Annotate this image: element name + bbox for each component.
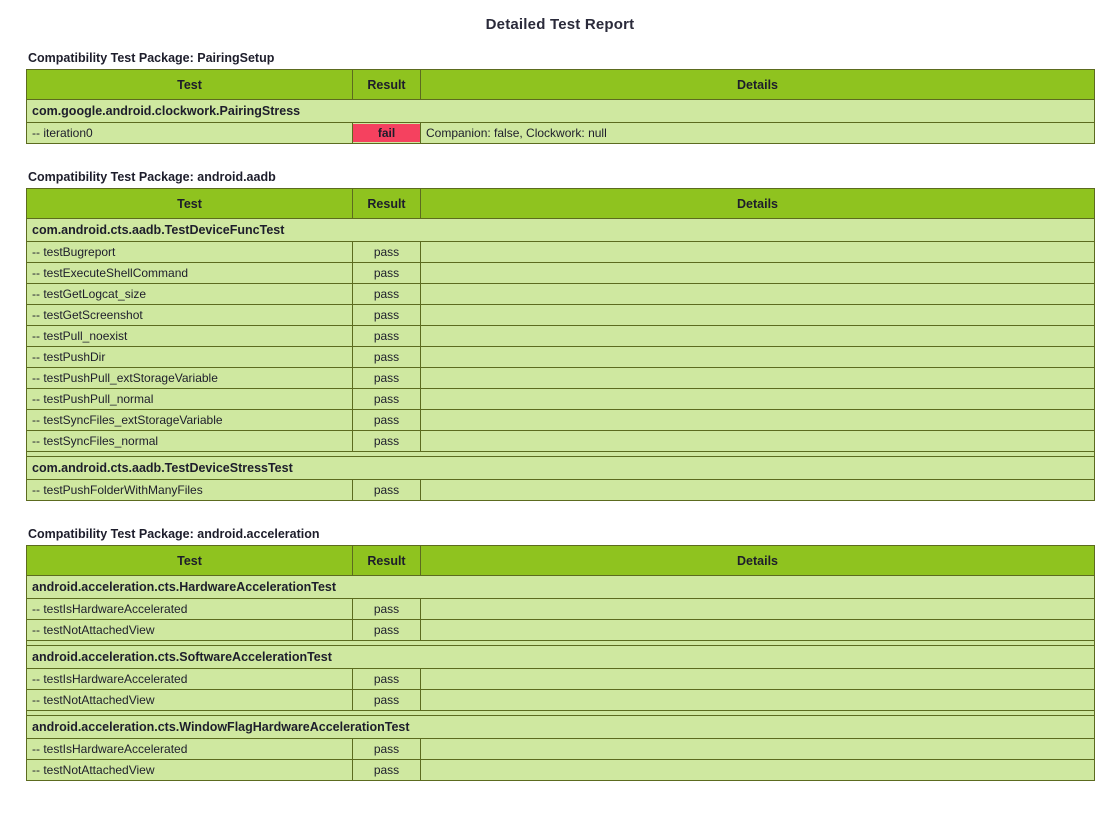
test-name-cell: -- testNotAttachedView <box>27 760 353 781</box>
test-name-cell: -- testIsHardwareAccelerated <box>27 739 353 760</box>
test-name-cell: -- testIsHardwareAccelerated <box>27 599 353 620</box>
packages-container <box>26 51 1094 781</box>
test-class-name: com.android.cts.aadb.TestDeviceFuncTest <box>27 219 1095 242</box>
table-row <box>27 326 1095 347</box>
column-header-result: Result <box>353 70 421 100</box>
test-result-cell: pass <box>353 305 421 326</box>
test-result-cell: pass <box>353 389 421 410</box>
test-name-cell: -- testGetLogcat_size <box>27 284 353 305</box>
test-name-cell: -- testPushFolderWithManyFiles <box>27 480 353 501</box>
test-details-cell <box>421 599 1095 620</box>
table-row <box>27 389 1095 410</box>
package-heading: Compatibility Test Package: android.acceleration <box>28 527 320 541</box>
test-name-cell: -- testPushPull_normal <box>27 389 353 410</box>
test-details-cell <box>421 690 1095 711</box>
test-name-cell: -- testExecuteShellCommand <box>27 263 353 284</box>
package-heading: Compatibility Test Package: PairingSetup <box>28 51 275 65</box>
test-details-cell <box>421 347 1095 368</box>
table-row <box>27 410 1095 431</box>
test-details-cell <box>421 760 1095 781</box>
column-header-test: Test <box>27 189 353 219</box>
test-result-cell: pass <box>353 242 421 263</box>
test-name-cell: -- testGetScreenshot <box>27 305 353 326</box>
test-result-cell: pass <box>353 410 421 431</box>
test-name-cell: -- testPull_noexist <box>27 326 353 347</box>
test-result-cell: pass <box>353 347 421 368</box>
test-name-cell: -- iteration0 <box>27 123 353 144</box>
table-row <box>27 760 1095 781</box>
test-details-cell <box>421 620 1095 641</box>
test-result-cell: pass <box>353 431 421 452</box>
table-header-row <box>27 70 1095 100</box>
page-title: Detailed Test Report <box>485 16 635 33</box>
test-class-name: com.google.android.clockwork.PairingStress <box>27 100 1095 123</box>
package-heading: Compatibility Test Package: android.aadb <box>28 170 276 184</box>
results-table <box>26 69 1095 144</box>
test-class-name: android.acceleration.cts.SoftwareAccelerationTest <box>27 646 1095 669</box>
test-details-cell <box>421 284 1095 305</box>
test-class-name: android.acceleration.cts.WindowFlagHardwareAccelerationTest <box>27 716 1095 739</box>
table-row <box>27 305 1095 326</box>
test-result-cell: pass <box>353 284 421 305</box>
table-row <box>27 599 1095 620</box>
test-details-cell <box>421 410 1095 431</box>
test-result-cell: pass <box>353 669 421 690</box>
test-class-row <box>27 716 1095 739</box>
test-details-cell <box>421 739 1095 760</box>
table-row <box>27 263 1095 284</box>
results-table <box>26 188 1095 501</box>
test-details-cell <box>421 263 1095 284</box>
test-result-cell: pass <box>353 480 421 501</box>
test-name-cell: -- testNotAttachedView <box>27 620 353 641</box>
test-result-cell: pass <box>353 368 421 389</box>
test-details-cell <box>421 669 1095 690</box>
column-header-details: Details <box>421 189 1095 219</box>
column-header-test: Test <box>27 70 353 100</box>
table-row <box>27 368 1095 389</box>
package-block <box>26 170 1094 501</box>
package-block <box>26 527 1094 781</box>
test-result-cell: pass <box>353 739 421 760</box>
test-details-cell <box>421 242 1095 263</box>
test-class-row <box>27 219 1095 242</box>
table-row <box>27 123 1095 144</box>
test-details-cell <box>421 326 1095 347</box>
test-class-row <box>27 100 1095 123</box>
table-row <box>27 431 1095 452</box>
table-header-row <box>27 189 1095 219</box>
table-header-row <box>27 546 1095 576</box>
test-details-cell <box>421 368 1095 389</box>
column-header-details: Details <box>421 70 1095 100</box>
table-row <box>27 480 1095 501</box>
table-row <box>27 739 1095 760</box>
test-name-cell: -- testSyncFiles_normal <box>27 431 353 452</box>
test-result-cell: pass <box>353 760 421 781</box>
test-result-cell: pass <box>353 620 421 641</box>
test-name-cell: -- testSyncFiles_extStorageVariable <box>27 410 353 431</box>
table-row <box>27 284 1095 305</box>
test-details-cell <box>421 305 1095 326</box>
test-name-cell: -- testBugreport <box>27 242 353 263</box>
test-name-cell: -- testPushDir <box>27 347 353 368</box>
test-result-cell: pass <box>353 690 421 711</box>
test-class-row <box>27 576 1095 599</box>
status-badge: fail <box>353 124 420 142</box>
column-header-details: Details <box>421 546 1095 576</box>
test-result-cell: pass <box>353 326 421 347</box>
test-result-cell: pass <box>353 263 421 284</box>
test-result-cell: pass <box>353 599 421 620</box>
test-name-cell: -- testIsHardwareAccelerated <box>27 669 353 690</box>
test-class-row <box>27 646 1095 669</box>
table-row <box>27 242 1095 263</box>
test-details-cell <box>421 480 1095 501</box>
column-header-result: Result <box>353 546 421 576</box>
test-details-cell: Companion: false, Clockwork: null <box>421 123 1095 144</box>
column-header-result: Result <box>353 189 421 219</box>
test-name-cell: -- testNotAttachedView <box>27 690 353 711</box>
column-header-test: Test <box>27 546 353 576</box>
table-row <box>27 620 1095 641</box>
test-class-name: com.android.cts.aadb.TestDeviceStressTest <box>27 457 1095 480</box>
results-table <box>26 545 1095 781</box>
test-details-cell <box>421 389 1095 410</box>
test-result-cell <box>353 123 421 144</box>
test-class-name: android.acceleration.cts.HardwareAccelerationTest <box>27 576 1095 599</box>
table-row <box>27 347 1095 368</box>
table-row <box>27 669 1095 690</box>
package-block <box>26 51 1094 144</box>
test-class-row <box>27 457 1095 480</box>
test-name-cell: -- testPushPull_extStorageVariable <box>27 368 353 389</box>
table-row <box>27 690 1095 711</box>
test-details-cell <box>421 431 1095 452</box>
